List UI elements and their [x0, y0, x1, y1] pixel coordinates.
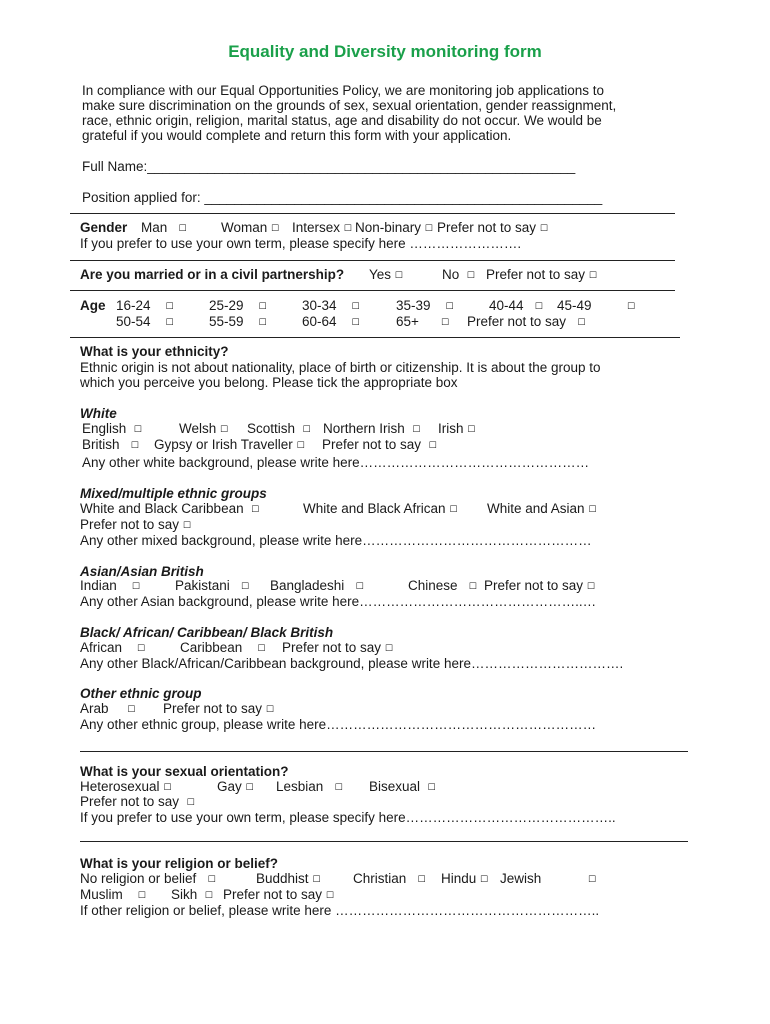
other-ethnic-field[interactable]: Any other ethnic group, please write here……………………………………………………	[80, 717, 597, 732]
checkbox-icon[interactable]: ☐	[467, 425, 476, 435]
ethnicity-option[interactable]: Prefer not to say ☐	[163, 701, 274, 716]
checkbox-icon[interactable]: ☐	[258, 318, 267, 328]
age-option[interactable]: 65+	[396, 314, 419, 329]
ethnicity-option[interactable]: Caribbean ☐	[180, 640, 266, 655]
checkbox-icon[interactable]: ☐	[539, 224, 548, 234]
checkbox-icon[interactable]: ☐	[351, 302, 360, 312]
checkbox-icon[interactable]: ☐	[165, 302, 174, 312]
ethnicity-option[interactable]: Welsh ☐	[179, 421, 229, 436]
checkbox-icon[interactable]: ☐	[257, 644, 266, 654]
ethnicity-option[interactable]: Indian ☐	[80, 578, 140, 593]
checkbox-icon[interactable]: ☐	[351, 318, 360, 328]
checkbox-icon[interactable]: ☐	[178, 224, 187, 234]
ethnicity-option[interactable]: English ☐	[82, 421, 142, 436]
gender-own-term[interactable]: If you prefer to use your own term, please specify here …………………….	[80, 236, 522, 251]
black-other-field[interactable]: Any other Black/African/Caribbean background, please write here…………………………….	[80, 656, 624, 671]
ethnicity-question: What is your ethnicity?	[80, 344, 229, 359]
divider	[70, 290, 675, 291]
orientation-own-term[interactable]: If you prefer to use your own term, please specify here………………………………………..	[80, 810, 616, 825]
ethnicity-option[interactable]: Chinese ☐	[408, 578, 477, 593]
ethnicity-option[interactable]: Prefer not to say ☐	[282, 640, 393, 655]
age-option-checkbox[interactable]	[441, 314, 449, 331]
gender-option-nonbinary[interactable]: Non-binary ☐	[355, 220, 433, 235]
checkbox-icon[interactable]: ☐	[251, 505, 260, 515]
mixed-heading: Mixed/multiple ethnic groups	[80, 486, 267, 501]
ethnicity-option[interactable]: Pakistani ☐	[175, 578, 250, 593]
white-other-field[interactable]: Any other white background, please write here……………………………………………	[82, 455, 590, 470]
black-heading: Black/ African/ Caribbean/ Black British	[80, 625, 334, 640]
checkbox-icon[interactable]: ☐	[207, 875, 216, 885]
other-ethnic-heading: Other ethnic group	[80, 686, 202, 701]
age-option[interactable]: 30-34 ☐	[302, 298, 360, 313]
ethnicity-option[interactable]: Gypsy or Irish Traveller ☐	[154, 437, 305, 452]
checkbox-icon[interactable]: ☐	[258, 302, 267, 312]
married-option-prefer[interactable]: Prefer not to say ☐	[486, 267, 597, 282]
religion-question: What is your religion or belief?	[80, 856, 279, 871]
age-option[interactable]: 50-54 ☐	[116, 314, 174, 329]
orientation-option[interactable]: Heterosexual ☐	[80, 779, 172, 794]
checkbox-icon[interactable]: ☐	[312, 875, 321, 885]
age-label: Age	[80, 298, 106, 313]
age-option[interactable]: 55-59 ☐	[209, 314, 267, 329]
checkbox-icon[interactable]: ☐	[271, 224, 280, 234]
checkbox-icon[interactable]: ☐	[186, 798, 195, 808]
gender-label: Gender	[80, 220, 128, 235]
position-field[interactable]: Position applied for: _____________________________________________________	[82, 190, 603, 205]
ethnicity-option[interactable]: Prefer not to say ☐	[322, 437, 437, 452]
checkbox-icon[interactable]: ☐	[220, 425, 229, 435]
orientation-option[interactable]: Gay ☐	[217, 779, 254, 794]
ethnicity-option[interactable]: African ☐	[80, 640, 146, 655]
orientation-option[interactable]: Prefer not to say ☐	[80, 794, 195, 809]
religion-option-checkbox[interactable]	[588, 871, 596, 888]
gender-option-intersex[interactable]: Intersex ☐	[292, 220, 352, 235]
age-option-prefer[interactable]: Prefer not to say ☐	[467, 314, 586, 329]
checkbox-icon[interactable]: ☐	[133, 425, 142, 435]
religion-option[interactable]: Prefer not to say ☐	[223, 887, 334, 902]
orientation-option[interactable]: Lesbian ☐	[276, 779, 343, 794]
checkbox-icon[interactable]: ☐	[245, 783, 254, 793]
checkbox-icon[interactable]: ☐	[468, 582, 477, 592]
ethnicity-option[interactable]: White and Asian ☐	[487, 501, 597, 516]
gender-option-man[interactable]: Man ☐	[141, 220, 187, 235]
ethnicity-option[interactable]: Prefer not to say ☐	[80, 517, 191, 532]
checkbox-icon[interactable]: ☐	[355, 582, 364, 592]
ethnicity-option[interactable]: White and Black Caribbean ☐	[80, 501, 260, 516]
religion-option[interactable]: Hindu ☐	[441, 871, 489, 886]
ethnicity-option[interactable]: Bangladeshi ☐	[270, 578, 364, 593]
checkbox-icon[interactable]: ☐	[343, 224, 352, 234]
religion-option[interactable]: Jewish	[500, 871, 542, 886]
religion-option[interactable]: No religion or belief ☐	[80, 871, 216, 886]
checkbox-icon[interactable]: ☐	[586, 582, 595, 592]
divider	[70, 213, 675, 214]
ethnicity-option[interactable]: Northern Irish ☐	[323, 421, 421, 436]
ethnicity-option[interactable]: Arab ☐	[80, 701, 136, 716]
divider	[80, 751, 688, 752]
checkbox-icon[interactable]: ☐	[165, 318, 174, 328]
age-option[interactable]: 35-39 ☐	[396, 298, 454, 313]
checkbox-icon[interactable]: ☐	[588, 875, 597, 885]
married-option-yes[interactable]: Yes ☐	[369, 267, 403, 282]
age-option-checkbox[interactable]	[627, 298, 635, 315]
checkbox-icon[interactable]: ☐	[265, 705, 274, 715]
checkbox-icon[interactable]: ☐	[466, 271, 475, 281]
married-question: Are you married or in a civil partnership?	[80, 267, 345, 282]
religion-option[interactable]: Christian ☐	[353, 871, 426, 886]
checkbox-icon[interactable]: ☐	[441, 318, 450, 328]
married-option-no[interactable]: No ☐	[442, 267, 475, 282]
intro-line: grateful if you would complete and return this form with your application.	[82, 128, 512, 143]
ethnicity-note: Ethnic origin is not about nationality, place of birth or citizenship. It is about the group to	[80, 360, 601, 375]
checkbox-icon[interactable]: ☐	[394, 271, 403, 281]
orientation-option[interactable]: Bisexual ☐	[369, 779, 436, 794]
checkbox-icon[interactable]: ☐	[131, 582, 140, 592]
checkbox-icon[interactable]: ☐	[127, 705, 136, 715]
age-option[interactable]: 60-64 ☐	[302, 314, 360, 329]
checkbox-icon[interactable]: ☐	[182, 521, 191, 531]
gender-option-woman[interactable]: Woman ☐	[221, 220, 280, 235]
checkbox-icon[interactable]: ☐	[384, 644, 393, 654]
checkbox-icon[interactable]: ☐	[137, 644, 146, 654]
checkbox-icon[interactable]: ☐	[296, 441, 305, 451]
age-option[interactable]: 25-29 ☐	[209, 298, 267, 313]
checkbox-icon[interactable]: ☐	[449, 505, 458, 515]
checkbox-icon[interactable]: ☐	[627, 302, 636, 312]
ethnicity-option[interactable]: Prefer not to say ☐	[484, 578, 595, 593]
ethnicity-option[interactable]: Irish ☐	[438, 421, 476, 436]
age-option[interactable]: 40-44 ☐	[489, 298, 543, 313]
religion-option[interactable]: Sikh ☐	[171, 887, 213, 902]
intro-line: race, ethnic origin, religion, marital status, age and disability do not occur. We would be	[82, 113, 602, 128]
ethnicity-note: which you perceive you belong. Please tick the appropriate box	[80, 375, 458, 390]
form-title: Equality and Diversity monitoring form	[228, 42, 542, 61]
intro-line: make sure discrimination on the grounds of sex, sexual orientation, gender reassignment,	[82, 98, 617, 113]
checkbox-icon[interactable]: ☐	[130, 441, 139, 451]
age-option[interactable]: 45-49	[557, 298, 592, 313]
gender-option-prefer[interactable]: Prefer not to say ☐	[437, 220, 548, 235]
checkbox-icon[interactable]: ☐	[325, 891, 334, 901]
age-option[interactable]: 16-24 ☐	[116, 298, 174, 313]
ethnicity-option[interactable]: White and Black African ☐	[303, 501, 458, 516]
checkbox-icon[interactable]: ☐	[428, 441, 437, 451]
checkbox-icon[interactable]: ☐	[334, 783, 343, 793]
checkbox-icon[interactable]: ☐	[577, 318, 586, 328]
divider	[80, 841, 688, 842]
checkbox-icon[interactable]: ☐	[204, 891, 213, 901]
white-heading: White	[80, 406, 117, 421]
religion-option[interactable]: Muslim ☐	[80, 887, 146, 902]
checkbox-icon[interactable]: ☐	[424, 224, 433, 234]
mixed-other-field[interactable]: Any other mixed background, please write here……………………………………………	[80, 533, 592, 548]
orientation-question: What is your sexual orientation?	[80, 764, 289, 779]
ethnicity-option[interactable]: Scottish ☐	[247, 421, 311, 436]
checkbox-icon[interactable]: ☐	[412, 425, 421, 435]
checkbox-icon[interactable]: ☐	[427, 783, 436, 793]
divider	[70, 337, 680, 338]
ethnicity-option[interactable]: British ☐	[82, 437, 139, 452]
religion-other-field[interactable]: If other religion or belief, please write here …………………………………………………..	[80, 903, 600, 918]
asian-other-field[interactable]: Any other Asian background, please write here…………………………………………..…	[80, 594, 597, 609]
intro-line: In compliance with our Equal Opportunities Policy, we are monitoring job applications to	[82, 83, 605, 98]
checkbox-icon[interactable]: ☐	[588, 505, 597, 515]
full-name-field[interactable]: Full Name:_________________________________________________________	[82, 159, 576, 174]
checkbox-icon[interactable]: ☐	[588, 271, 597, 281]
divider	[70, 260, 675, 261]
checkbox-icon[interactable]: ☐	[241, 582, 250, 592]
religion-option[interactable]: Buddhist ☐	[256, 871, 321, 886]
checkbox-icon[interactable]: ☐	[163, 783, 172, 793]
checkbox-icon[interactable]: ☐	[302, 425, 311, 435]
asian-heading: Asian/Asian British	[80, 564, 204, 579]
checkbox-icon[interactable]: ☐	[137, 891, 146, 901]
checkbox-icon[interactable]: ☐	[417, 875, 426, 885]
checkbox-icon[interactable]: ☐	[534, 302, 543, 312]
checkbox-icon[interactable]: ☐	[445, 302, 454, 312]
checkbox-icon[interactable]: ☐	[480, 875, 489, 885]
